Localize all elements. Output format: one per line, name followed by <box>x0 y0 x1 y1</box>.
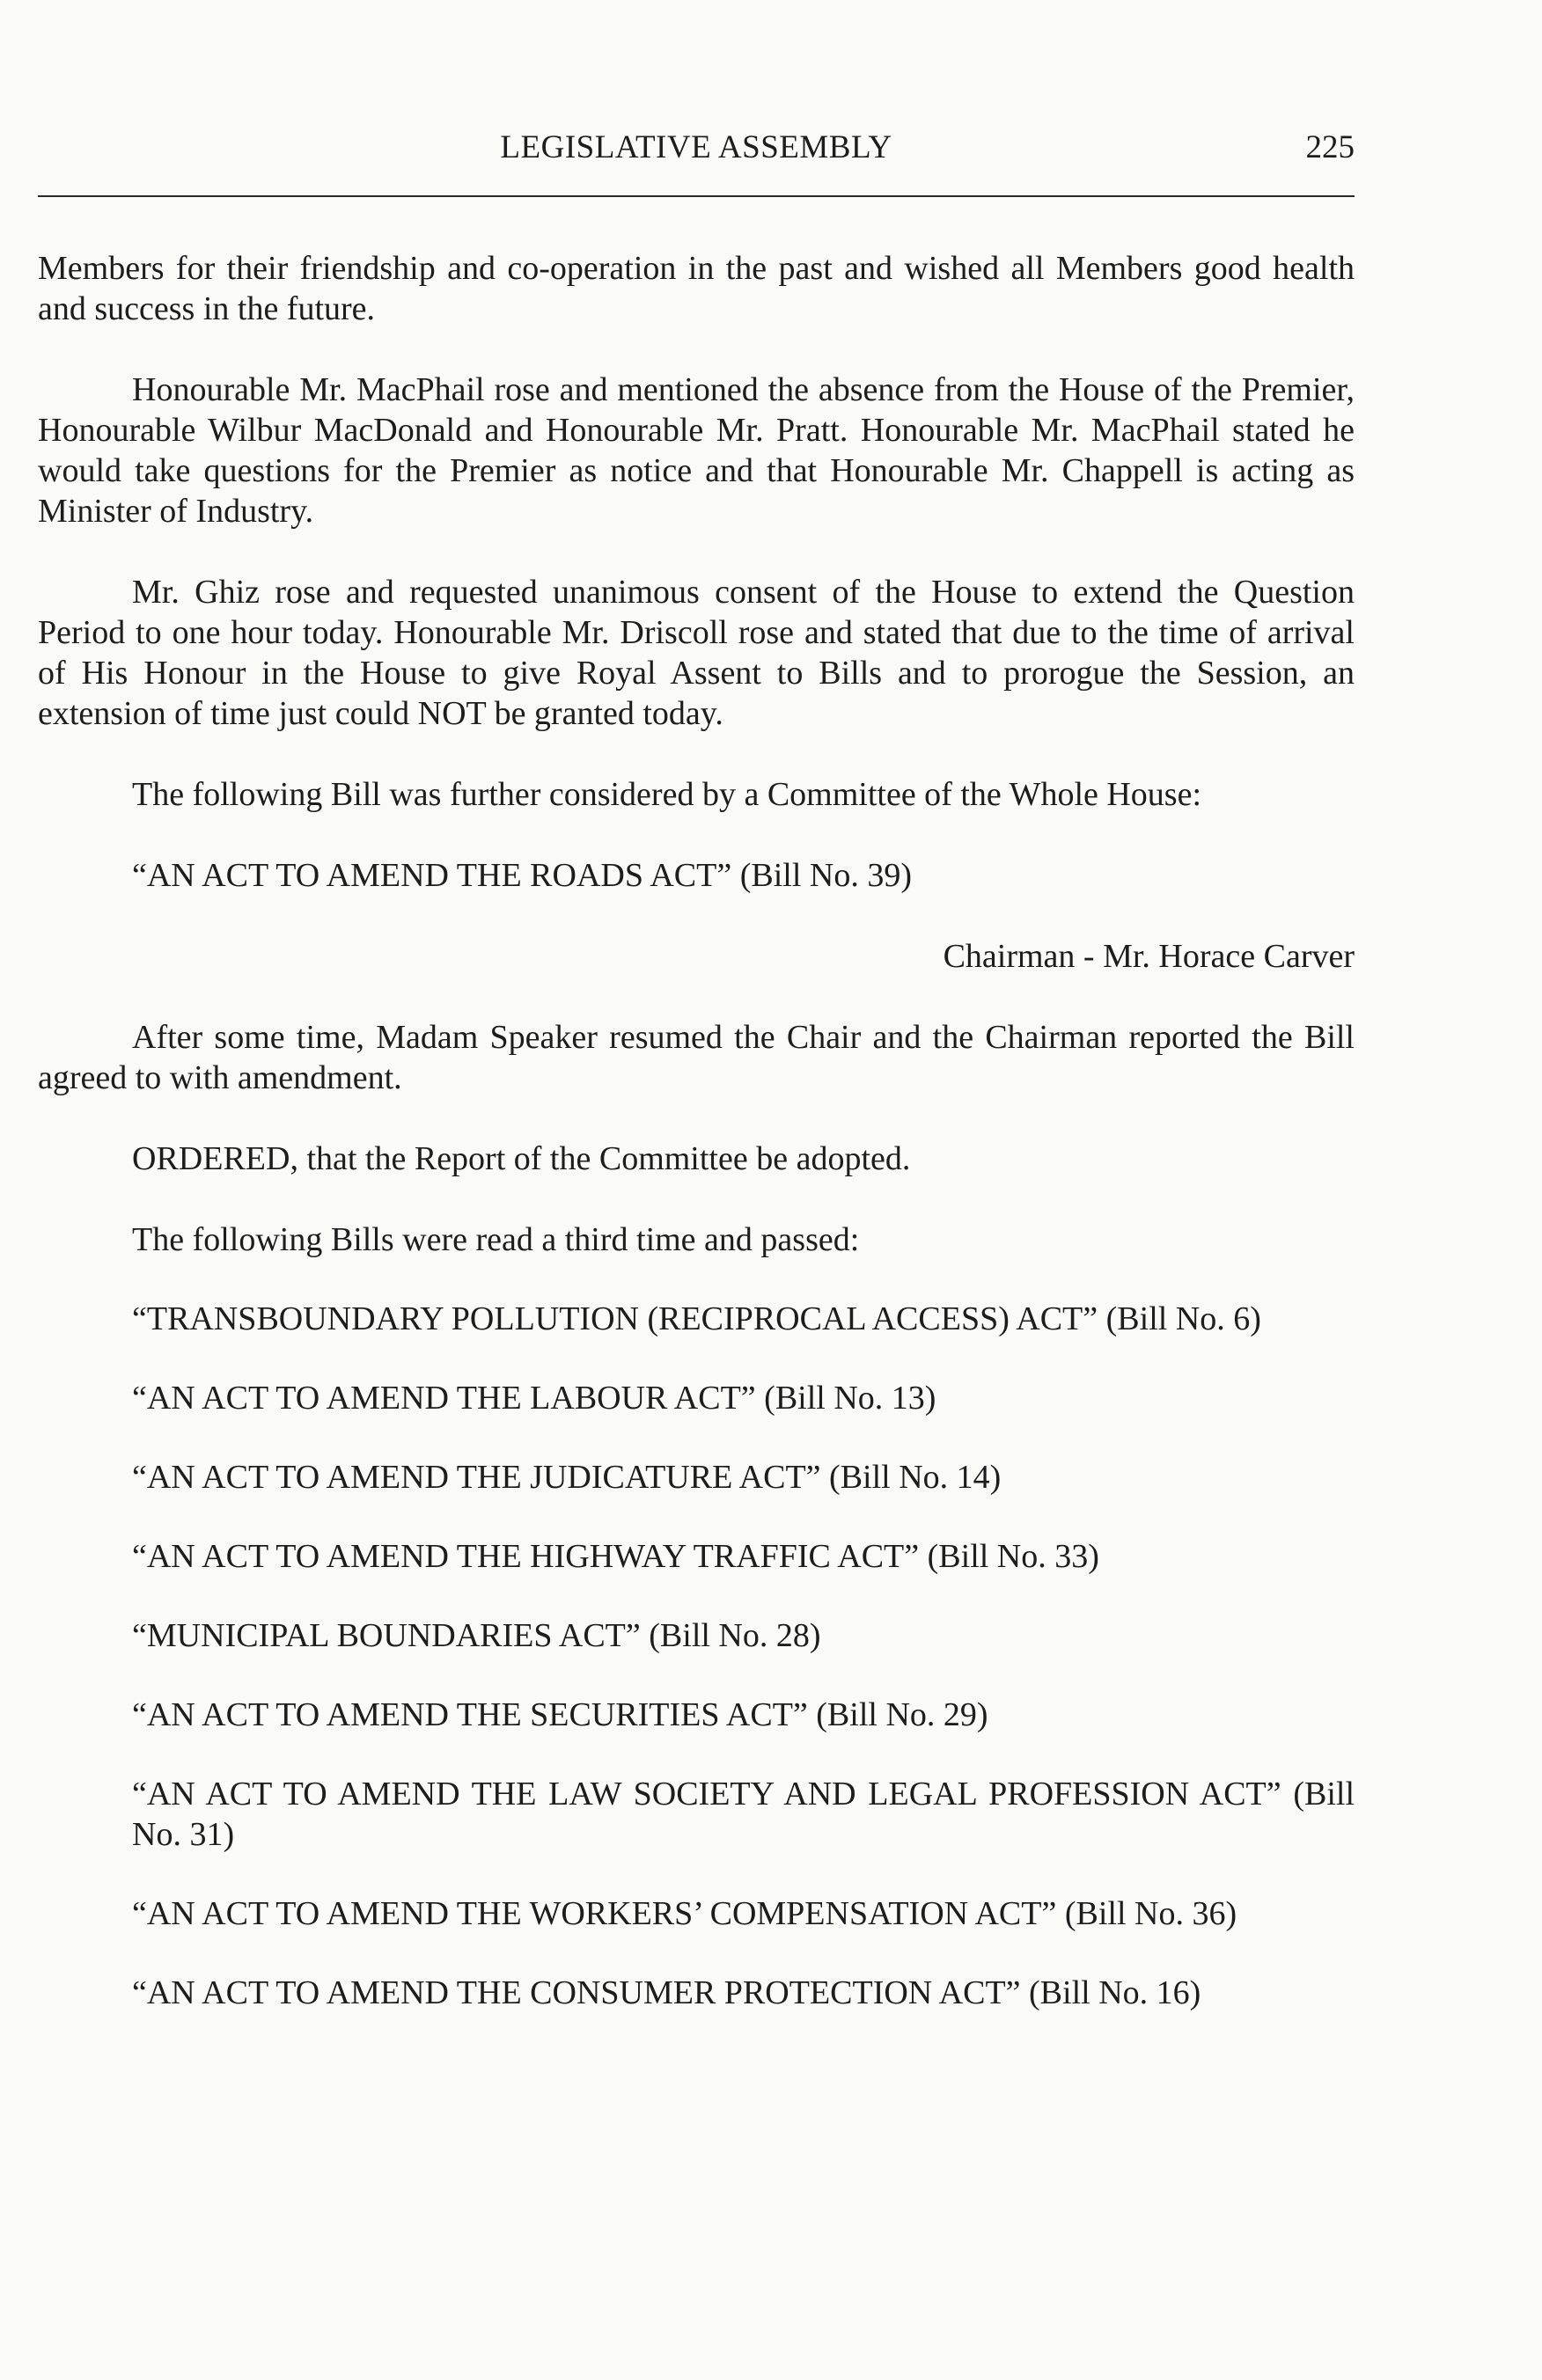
bill-title-committee: “AN ACT TO AMEND THE ROADS ACT” (Bill No. 39) <box>132 857 913 894</box>
bill-item: “AN ACT TO AMEND THE WORKERS’ COMPENSATION ACT” (Bill No. 36) <box>132 1895 1237 1932</box>
bill-item: “AN ACT TO AMEND THE HIGHWAY TRAFFIC ACT” (Bill No. 33) <box>132 1538 1099 1575</box>
chairman-line: Chairman - Mr. Horace Carver <box>943 938 1355 975</box>
paragraph-report: After some time, Madam Speaker resumed the Chair and the Chairman reported the Bill agreed to with amendment. <box>38 1019 1355 1096</box>
paragraph-committee: The following Bill was further considered by a Committee of the Whole House: <box>132 776 1202 813</box>
paragraph-macphail: Honourable Mr. MacPhail rose and mentioned the absence from the House of the Premier, Honourable Wilbur MacDonald and Honourable Mr. Pratt. Honourable Mr. MacPhail stated he would take questions for the Premier as notice and that Honourable Mr. Chappell is acting as Minister of Industry. <box>38 371 1355 530</box>
header-rule <box>38 195 1355 197</box>
bill-item: “TRANSBOUNDARY POLLUTION (RECIPROCAL ACCESS) ACT” (Bill No. 6) <box>132 1300 1261 1337</box>
bill-item: “AN ACT TO AMEND THE CONSUMER PROTECTION ACT” (Bill No. 16) <box>132 1974 1201 2011</box>
page-header <box>38 128 1355 172</box>
bill-item: “AN ACT TO AMEND THE LABOUR ACT” (Bill No. 13) <box>132 1380 936 1417</box>
paragraph-ghiz: Mr. Ghiz rose and requested unanimous consent of the House to extend the Question Period to one hour today. Honourable Mr. Driscoll rose and stated that due to the time of arrival of His Honour in the House to give Royal Assent to Bills and to prorogue the Session, an extension of time just could NOT be granted today. <box>38 574 1355 732</box>
page-number: 225 <box>1305 129 1355 165</box>
bill-item: “AN ACT TO AMEND THE LAW SOCIETY AND LEGAL PROFESSION ACT” (Bill No. 31) <box>132 1776 1355 1853</box>
paragraph-continuation: Members for their friendship and co-operation in the past and wished all Members good health and success in the future. <box>38 250 1355 327</box>
running-title: LEGISLATIVE ASSEMBLY <box>500 129 892 165</box>
paragraph-ordered: ORDERED, that the Report of the Committee be adopted. <box>132 1140 911 1177</box>
paragraph-third-reading: The following Bills were read a third time and passed: <box>132 1221 860 1258</box>
bill-item: “AN ACT TO AMEND THE JUDICATURE ACT” (Bill No. 14) <box>132 1459 1002 1496</box>
bill-item: “MUNICIPAL BOUNDARIES ACT” (Bill No. 28) <box>132 1617 821 1654</box>
bill-item: “AN ACT TO AMEND THE SECURITIES ACT” (Bill No. 29) <box>132 1696 988 1733</box>
page <box>38 0 1355 2380</box>
page-body <box>38 248 1355 2013</box>
